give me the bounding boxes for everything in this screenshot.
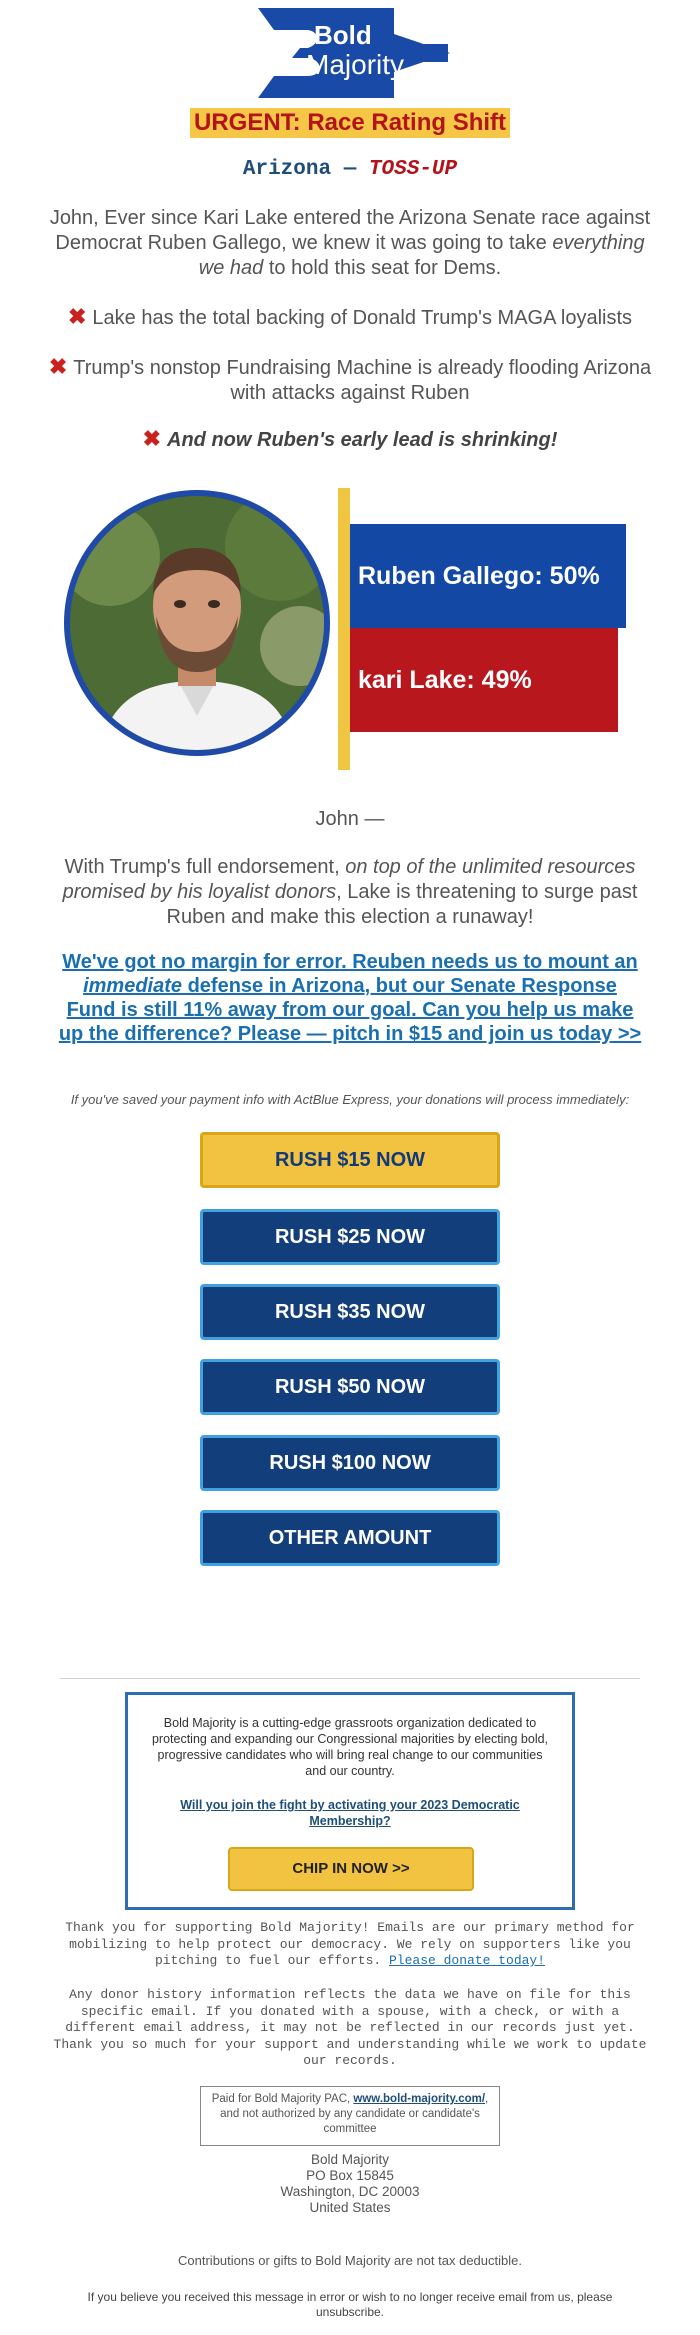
poll-lake: kari Lake: 49% <box>350 628 618 732</box>
logo-mark <box>244 4 456 102</box>
greeting: John — <box>315 808 385 830</box>
address-country: United States <box>309 2200 391 2215</box>
intro-text-1: John, Ever since Kari Lake entered the Arizona Senate race against Democrat Ruben Gallego, we knew it was going to take <box>49 207 651 254</box>
race-separator: — <box>343 158 357 181</box>
donate-25-button[interactable]: RUSH $25 NOW <box>200 1209 500 1265</box>
tax-disclaimer: Contributions or gifts to Bold Majority are not tax deductible. <box>178 2253 522 2268</box>
cta-text-1[interactable]: We've got no margin for error. Reuben needs us to mount an <box>62 951 638 973</box>
race-state: Arizona <box>242 158 332 181</box>
logo-text-majority: Majority <box>306 49 405 80</box>
race-subhead <box>0 158 700 181</box>
cta-italic[interactable]: immediate <box>83 975 183 997</box>
body-italic: on top of the unlimited resources promised by his loyalist donors <box>62 856 636 903</box>
intro-italic: everything we had <box>198 232 645 279</box>
cross-mark-icon: ✖ <box>142 426 162 451</box>
urgent-title: URGENT: Race Rating Shift <box>190 108 510 138</box>
donate-50-button[interactable]: RUSH $50 NOW <box>200 1359 500 1415</box>
bullet-3 <box>40 426 660 453</box>
poll-gallego: Ruben Gallego: 50% <box>350 524 626 628</box>
body-paragraph <box>50 855 650 930</box>
membership-link[interactable]: Will you join the fight by activating your 2023 Democratic Membership? <box>180 1798 520 1828</box>
actblue-note: If you've saved your payment info with ActBlue Express, your donations will process immediately: <box>70 1092 630 1107</box>
poll-accent-bar <box>338 488 350 770</box>
bullet-1 <box>40 304 660 331</box>
body-text-1: With Trump's full endorsement, <box>64 856 346 878</box>
address-po-box: PO Box 15845 <box>306 2168 394 2183</box>
bullet-3-text: And now Ruben's early lead is shrinking! <box>167 429 558 451</box>
candidate-photo <box>64 490 330 756</box>
logo-text-bold: Bold <box>314 20 372 50</box>
thanks-text: Thank you for supporting Bold Majority! Emails are our primary method for mobilizing to help protect our democracy. We rely on supporters like you pitching to fuel our efforts. <box>65 1920 635 1968</box>
thanks-paragraph <box>52 1920 648 1970</box>
bullet-2 <box>40 354 660 406</box>
membership-box <box>125 1692 575 1910</box>
address-org: Bold Majority <box>310 2152 390 2167</box>
donate-15-button[interactable]: RUSH $15 NOW <box>200 1132 500 1188</box>
donate-other-amount-button[interactable]: OTHER AMOUNT <box>200 1510 500 1566</box>
website-link[interactable]: www.bold-majority.com/ <box>353 2093 486 2105</box>
cross-mark-icon: ✖ <box>67 304 87 329</box>
address-city: Washington, DC 20003 <box>280 2184 420 2199</box>
intro-text-2: to hold this seat for Dems. <box>263 257 502 279</box>
chip-in-button[interactable]: CHIP IN NOW >> <box>228 1847 474 1891</box>
donate-today-link[interactable]: Please donate today! <box>389 1953 546 1968</box>
section-divider <box>60 1678 640 1679</box>
paid-text-2: , and not authorized by any candidate or candidate's committee <box>220 2093 489 2135</box>
donate-cta-link[interactable] <box>56 950 644 1046</box>
body-text-2: , Lake is threatening to surge past Ruben and make this election a runaway! <box>166 881 638 928</box>
bullet-2-text: Trump's nonstop Fundraising Machine is already flooding Arizona with attacks against Ruben <box>73 357 652 404</box>
intro-paragraph <box>40 206 660 281</box>
candidate-portrait-image <box>70 496 324 750</box>
donate-35-button[interactable]: RUSH $35 NOW <box>200 1284 500 1340</box>
cta-text-2[interactable]: defense in Arizona, but our Senate Response Fund is still 11% away from our goal. Can you help us make up the difference? Please — pitch in $15 and join us today >> <box>58 975 642 1045</box>
paid-for-disclaimer <box>200 2086 500 2146</box>
urgent-header <box>0 108 700 138</box>
race-rating: TOSS-UP <box>368 158 458 181</box>
bold-majority-logo[interactable] <box>244 4 456 102</box>
membership-description: Bold Majority is a cutting-edge grassroots organization dedicated to protecting and expanding our Congressional majorities by electing bold, progressive candidates who will bring real change to our communities and our country. <box>151 1716 549 1778</box>
mailing-address <box>0 2152 700 2216</box>
unsubscribe-note[interactable]: If you believe you received this message in error or wish to no longer receive email from us, please unsubscribe. <box>87 2290 613 2319</box>
paid-text-1: Paid for Bold Majority PAC, <box>211 2093 354 2105</box>
cross-mark-icon: ✖ <box>48 354 68 379</box>
bullet-1-text: Lake has the total backing of Donald Trump's MAGA loyalists <box>92 307 633 329</box>
donate-100-button[interactable]: RUSH $100 NOW <box>200 1435 500 1491</box>
donor-history-note: Any donor history information reflects the data we have on file for this specific email. If you donated with a spouse, with a check, or with a different email address, it may not be reflected in our records just yet. Thank you so much for your support and understanding while we work to update our records. <box>53 1987 647 2068</box>
